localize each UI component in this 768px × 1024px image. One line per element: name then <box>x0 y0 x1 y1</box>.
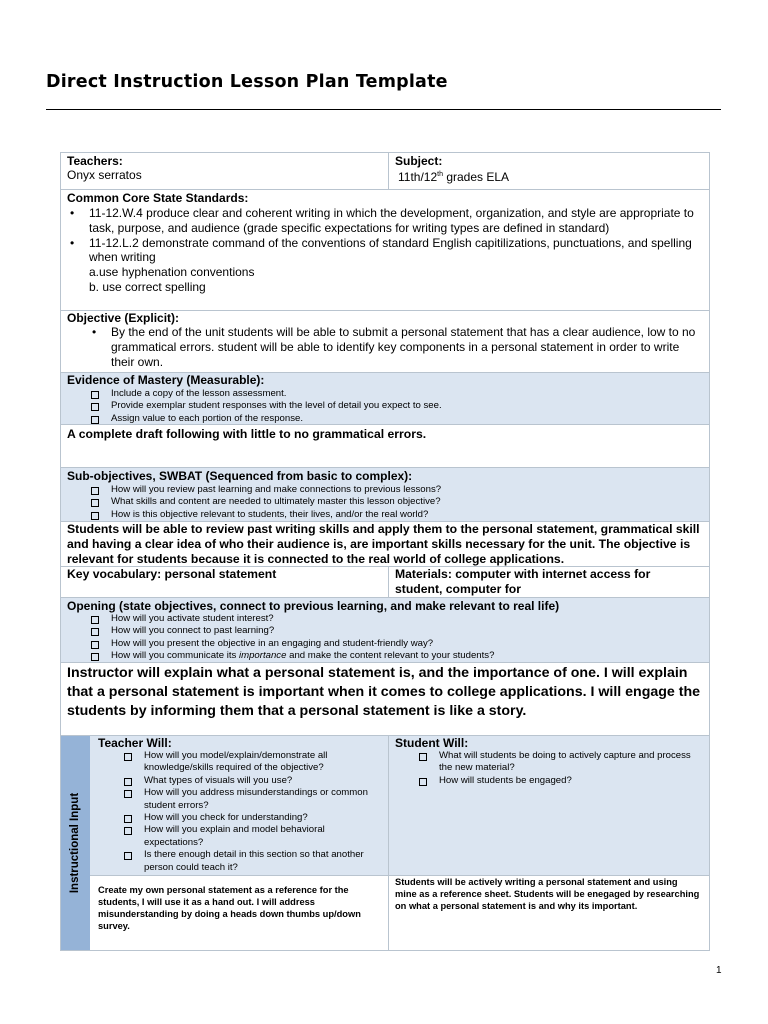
instructional-input-label: Instructional Input <box>69 792 81 894</box>
checkbox-icon <box>124 815 132 823</box>
list-item: Include a copy of the lesson assessment. <box>89 388 701 400</box>
teachers-value: Onyx serratos <box>67 168 142 182</box>
standards-list <box>67 206 701 265</box>
checkbox-icon <box>124 852 132 860</box>
subobjectives-row <box>61 468 709 522</box>
student-will-cell <box>389 736 709 876</box>
opening-label: Opening (state objectives, connect to previous learning, and make relevant to real life) <box>67 599 560 613</box>
standards-subitem: a.use hyphenation conventions <box>89 265 255 280</box>
student-checklist <box>417 750 691 787</box>
standards-label: Common Core State Standards: <box>67 191 249 205</box>
evidence-answer-row <box>61 425 709 468</box>
student-answer: Students will be actively writing a personal statement and using mine as a reference sheet. Students will be enegaged by researching on what a personal statement is and why its important. <box>395 877 700 912</box>
subobjectives-checklist <box>89 484 701 521</box>
list-item: • 11-12.L.2 demonstrate command of the conventions of standard English capitilizations, punctuations, and spelling when writing <box>70 235 692 265</box>
instructional-input-row <box>61 736 709 950</box>
key-vocabulary: Key vocabulary: personal statement <box>67 567 277 581</box>
checkbox-icon <box>91 628 99 636</box>
list-item: • By the end of the unit students will be able to submit a personal statement that has a clear audience, low to no grammatical errors. student will be able to identify key components in a personal statement in order to write their own. <box>92 325 696 369</box>
checkbox-icon <box>91 403 99 411</box>
list-item: How will you explain and model behavioral expectations? <box>122 824 376 849</box>
list-item: How will you connect to past learning? <box>89 625 701 637</box>
subobjectives-label: Sub-objectives, SWBAT (Sequenced from basic to complex): <box>67 469 413 483</box>
list-item: How will you activate student interest? <box>89 613 701 625</box>
list-item: How will you address misunderstandings or common student errors? <box>122 787 376 812</box>
teacher-subject-row <box>61 153 709 190</box>
vocab-materials-row <box>61 567 709 598</box>
teachers-label: Teachers: <box>67 154 123 168</box>
materials: Materials: computer with internet access for student, computer for <box>395 567 651 597</box>
list-item: What types of visuals will you use? <box>122 775 376 787</box>
page-number: 1 <box>716 965 722 976</box>
list-item: How will you review past learning and make connections to previous lessons? <box>89 484 701 496</box>
subject-label: Subject: <box>395 154 443 168</box>
checkbox-icon <box>124 778 132 786</box>
checkbox-icon <box>124 753 132 761</box>
checkbox-icon <box>91 512 99 520</box>
list-item: What will students be doing to actively capture and process the new material? <box>417 750 691 775</box>
list-item: How will you check for understanding? <box>122 812 376 824</box>
teacher-will-label: Teacher Will: <box>98 736 172 750</box>
checkbox-icon <box>91 391 99 399</box>
evidence-row <box>61 373 709 425</box>
teacher-checklist <box>122 750 376 874</box>
evidence-checklist <box>89 388 701 425</box>
checkbox-icon <box>91 499 99 507</box>
list-item: How will you communicate its importance and make the content relevant to your students? <box>89 650 701 662</box>
list-item: How will students be engaged? <box>417 775 691 787</box>
evidence-answer: A complete draft following with little to no grammatical errors. <box>67 427 427 441</box>
subject-value: 11th/12th grades ELA <box>398 170 510 184</box>
opening-checklist <box>89 613 701 663</box>
student-will-label: Student Will: <box>395 736 469 750</box>
checkbox-icon <box>91 653 99 661</box>
objective-label: Objective (Explicit): <box>67 311 180 325</box>
teacher-answer-cell <box>90 876 389 950</box>
standards-row <box>61 190 709 311</box>
checkbox-icon <box>91 487 99 495</box>
checkbox-icon <box>419 753 427 761</box>
objective-row <box>61 311 709 373</box>
opening-answer: Instructor will explain what a personal statement is, and the importance of one. I will explain that a personal statement is important when it comes to college applications. I will engage the students by informing them that a personal statement is like a story. <box>67 665 701 719</box>
evidence-label: Evidence of Mastery (Measurable): <box>67 373 265 387</box>
lesson-plan-table <box>60 152 710 951</box>
list-item: How will you model/explain/demonstrate all knowledge/skills required of the objective? <box>122 750 376 775</box>
checkbox-icon <box>91 416 99 424</box>
list-item: Assign value to each portion of the response. <box>89 413 701 425</box>
instructional-input-sidebar <box>61 736 90 950</box>
list-item: • 11-12.W.4 produce clear and coherent writing in which the development, organization, and style are appropriate to task, purpose, and audience (grade specific expectations for writing types are defined in standard) <box>70 206 694 235</box>
opening-answer-row <box>61 663 709 736</box>
subobjectives-answer-row <box>61 522 709 567</box>
list-item: Provide exemplar student responses with the level of detail you expect to see. <box>89 400 701 412</box>
checkbox-icon <box>91 616 99 624</box>
title-divider <box>46 109 721 110</box>
standards-subitem: b. use correct spelling <box>89 279 206 294</box>
page-title: Direct Instruction Lesson Plan Template <box>46 72 448 92</box>
list-item: Is there enough detail in this section so that another person could teach it? <box>122 849 376 874</box>
checkbox-icon <box>419 778 427 786</box>
list-item: What skills and content are needed to ultimately master this lesson objective? <box>89 496 701 508</box>
checkbox-icon <box>124 790 132 798</box>
list-item: How will you present the objective in an engaging and student-friendly way? <box>89 638 701 650</box>
subobjectives-answer: Students will be able to review past writing skills and apply them to the personal statement, grammatical skill and having a clear idea of who their audience is, are important skills necessary for the unit. The objective is relevant for students because it is connected to the real world of college applications. <box>67 522 700 567</box>
teacher-answer: Create my own personal statement as a reference for the students, I will use it as a hand out. I will address misunderstanding by doing a heads down thumbs up/down survey. <box>98 885 361 932</box>
list-item: How is this objective relevant to students, their lives, and/or the real world? <box>89 509 701 521</box>
checkbox-icon <box>91 641 99 649</box>
teacher-will-cell <box>90 736 389 876</box>
student-answer-cell <box>389 876 709 950</box>
opening-row <box>61 598 709 663</box>
objective-list <box>89 325 701 369</box>
checkbox-icon <box>124 827 132 835</box>
